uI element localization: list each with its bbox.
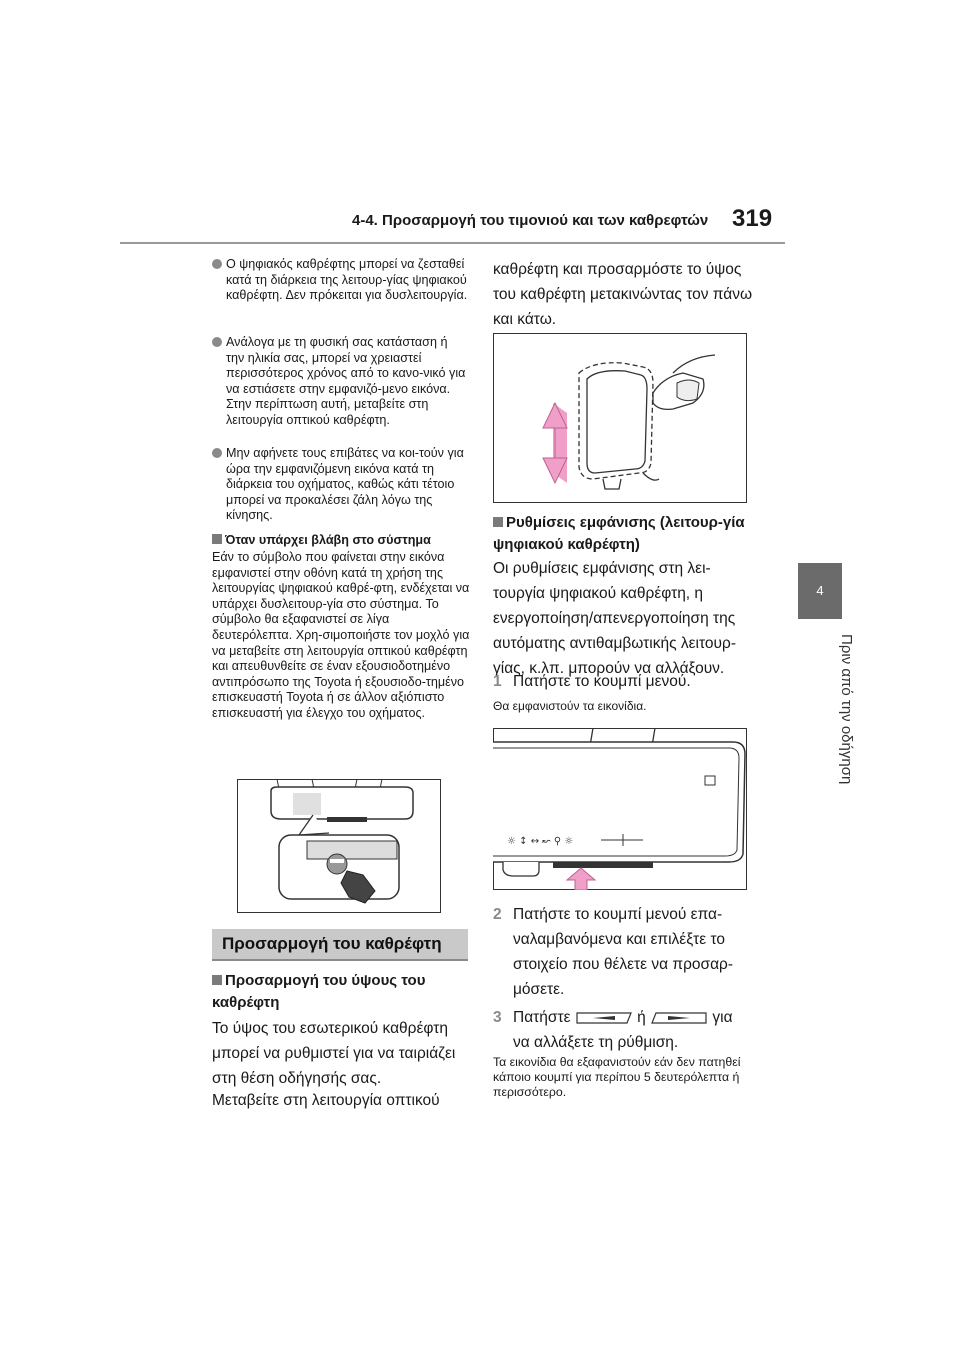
height-paragraph-2: Μεταβείτε στη λειτουργία οπτικού: [212, 1092, 440, 1109]
button-right-icon: [650, 1011, 708, 1025]
fault-heading: Όταν υπάρχει βλάβη στο σύστημα: [212, 533, 431, 547]
height-paragraph: Το ύψος του εσωτερικού καθρέφτη μπορεί να ρυθμιστεί για να ταιριάζει στη θέση οδήγησής σας.: [212, 1020, 456, 1087]
section-header-title: 4-4. Προσαρμογή του τιμονιού και των καθρεφτών: [352, 212, 709, 229]
chapter-number: 4: [816, 583, 824, 598]
height-paragraph-continued: καθρέφτη και προσαρμόστε το ύψος του καθρέφτη μετακινώντας τον πάνω και κάτω.: [493, 261, 753, 328]
fault-paragraph: Εάν το σύμβολο που φαίνεται στην εικόνα εμφανιστεί στην οθόνη κατά τη χρήση της λειτουργίας ψηφιακού καθρέ-φτη, ενδέχεται να υπάρχει δυσλειτουρ-γία στο σύστημα. Το σύμβολο θα εξαφανιστεί σε λίγα δευτερόλεπτα. Χρη-σιμοποιήστε τον μοχλό για να μεταβείτε στη λειτουργία οπτικού καθρέφτη και απευθυνθείτε σε έναν εξουσιοδοτημένο αντιπρόσωπο της Toyota ή εξουσιοδο-τημένο επισκευαστή Toyota ή σε άλλον αξιόπιστο επισκευαστή για έλεγχο του οχήματος.: [212, 550, 470, 720]
step-text: Πατήστε ή για να αλλάξετε τη ρύθμιση.: [513, 1009, 733, 1051]
bullet-text: Ο ψηφιακός καθρέφτης μπορεί να ζεσταθεί κατά τη διάρκεια της λειτουρ-γίας ψηφιακού καθρέφτη. Δεν πρόκειται για δυσλειτουργία.: [226, 257, 468, 302]
step-2: [493, 902, 755, 1002]
mirror-fault-figure: [237, 779, 441, 913]
end-note: Τα εικονίδια θα εξαφανιστούν εάν δεν πατηθεί κάποιο κουμπί για περίπου 5 δευτερόλεπτα ή περισσότερο.: [493, 1055, 741, 1099]
step-number: 2: [493, 906, 502, 923]
mirror-menu-figure: [493, 728, 747, 890]
display-settings-heading: Ρυθμίσεις εμφάνισης (λειτουρ-γία ψηφιακού καθρέφτη): [493, 514, 745, 553]
step-1: [493, 669, 755, 694]
square-bullet-icon: [212, 534, 222, 544]
step-text: Πατήστε το κουμπί μενού επα-ναλαμβανόμενα και επιλέξτε το στοιχείο που θέλετε να προσαρ-μόσετε.: [513, 906, 734, 998]
section-title: Προσαρμογή του καθρέφτη: [222, 934, 442, 953]
step-number: 1: [493, 673, 502, 690]
square-bullet-icon: [212, 975, 222, 985]
chapter-title-vertical: [773, 634, 865, 794]
bullet-dot-icon: [212, 448, 222, 458]
step-number: 3: [493, 1009, 502, 1026]
button-left-icon: [575, 1011, 633, 1025]
header-divider: [120, 242, 785, 244]
chapter-title: Πριν από την οδήγηση: [838, 634, 855, 785]
svg-text:☼ ↕ ↔ ↜ ⚲ ☼: ☼ ↕ ↔ ↜ ⚲ ☼: [507, 836, 574, 847]
step-3: [493, 1005, 755, 1055]
bullet-dot-icon: [212, 337, 222, 347]
step-text: Πατήστε το κουμπί μενού.: [513, 673, 691, 690]
step-1-note: Θα εμφανιστούν τα εικονίδια.: [493, 699, 647, 713]
square-bullet-icon: [493, 517, 503, 527]
display-settings-paragraph: Οι ρυθμίσεις εμφάνισης στη λει-τουργία ψηφιακού καθρέφτη, η ενεργοποίηση/απενεργοποίηση της αυτόματης αντιθαμβωτικής λειτουρ-γίας, κ.λπ. μπορούν να αλλάξουν.: [493, 560, 736, 677]
height-heading: Προσαρμογή του ύψους του καθρέφτη: [212, 972, 426, 1011]
bullet-text: Ανάλογα με τη φυσική σας κατάσταση ή την ηλικία σας, μπορεί να χρειαστεί περισσότερος χρόνος από το κανο-νικό για να εστιάσετε στην εμφανιζό-μενο εικόνα. Στην περίπτωση αυτή, μεταβείτε στη λειτουργία οπτικού καθρέφτη.: [226, 335, 466, 427]
mirror-height-figure: [493, 333, 747, 503]
bullet-item: [212, 257, 468, 304]
page-number: 319: [732, 205, 773, 232]
bullet-item: [212, 446, 468, 524]
bullet-dot-icon: [212, 259, 222, 269]
bullet-item: [212, 335, 468, 428]
bullet-text: Μην αφήνετε τους επιβάτες να κοι-τούν για ώρα την εμφανιζόμενη εικόνα κατά τη διάρκεια του οχήματος, καθώς κάτι τέτοιο μπορεί να προκαλέσει ζάλη λόγω της κίνησης.: [226, 446, 464, 522]
